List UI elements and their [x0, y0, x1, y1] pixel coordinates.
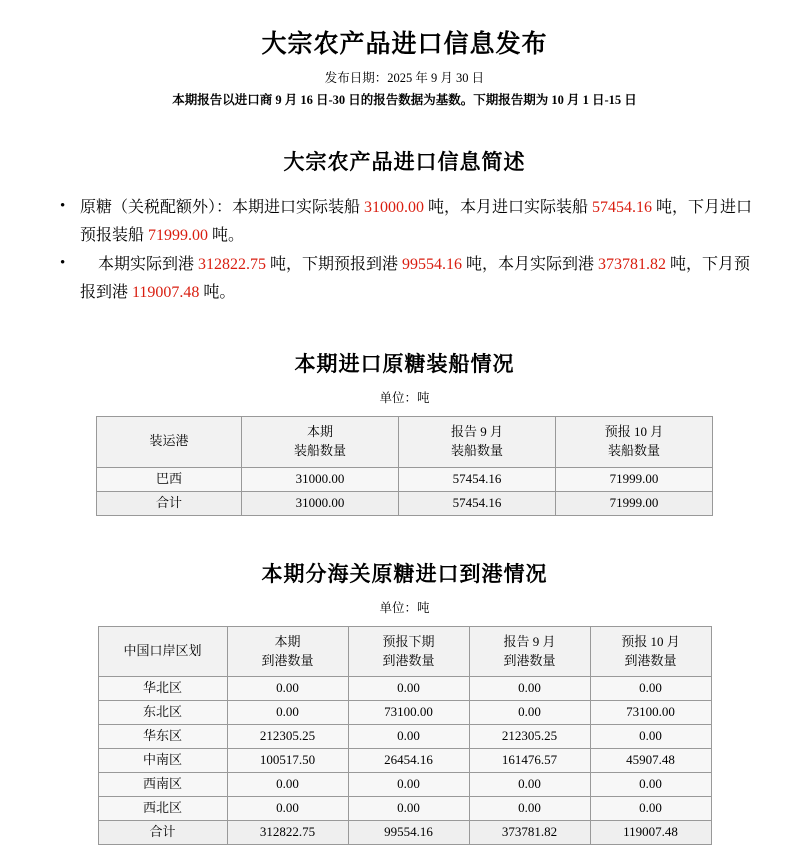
column-header-next-period-forecast: 预报下期 到港数量: [348, 626, 469, 677]
summary-item-1-mid-2: 吨，本月实际到港: [462, 256, 599, 274]
row-label: 西北区: [98, 797, 227, 821]
table-row-total: [97, 491, 713, 515]
shipment-unit-note: 单位：吨: [379, 391, 430, 406]
cell-value: 0.00: [469, 677, 590, 701]
cell-value: 0.00: [469, 797, 590, 821]
list-item: [52, 194, 757, 249]
table-header-row: [98, 626, 711, 677]
cell-value: 31000.00: [242, 467, 399, 491]
table-header-row: [97, 417, 713, 468]
cell-value: 45907.48: [590, 749, 711, 773]
column-header-region: 中国口岸区划: [98, 626, 227, 677]
cell-value: 119007.48: [590, 821, 711, 845]
row-label: 合计: [98, 821, 227, 845]
arrival-section-title: 本期分海关原糖进口到港情况: [261, 561, 548, 586]
cell-value: 100517.50: [227, 749, 348, 773]
cell-value: 26454.16: [348, 749, 469, 773]
summary-item-1-value-2: 99554.16: [402, 256, 463, 274]
table-row: [98, 725, 711, 749]
shipment-section-title: 本期进口原糖装船情况: [294, 352, 515, 377]
table-row: [98, 749, 711, 773]
shipment-table-head: [97, 417, 713, 468]
column-header-october-forecast: 预报 10 月 到港数量: [590, 626, 711, 677]
table-row: [98, 773, 711, 797]
row-label: 华北区: [98, 677, 227, 701]
cell-value: 0.00: [590, 677, 711, 701]
cell-value: 0.00: [227, 677, 348, 701]
cell-value: 212305.25: [469, 725, 590, 749]
cell-value: 373781.82: [469, 821, 590, 845]
row-label: 华东区: [98, 725, 227, 749]
cell-value: 161476.57: [469, 749, 590, 773]
column-header-port: 装运港: [97, 417, 242, 468]
column-header-september: 报告 9 月 到港数量: [469, 626, 590, 677]
cell-value: 0.00: [348, 773, 469, 797]
cell-value: 99554.16: [348, 821, 469, 845]
table-row: [98, 701, 711, 725]
summary-item-0-mid-1: 吨，本月进口实际装船: [424, 199, 593, 216]
column-header-october-forecast: 预报 10 月 装船数量: [556, 417, 713, 468]
cell-value: 0.00: [227, 797, 348, 821]
arrival-table-body: [98, 677, 711, 845]
summary-list: [52, 194, 757, 306]
summary-item-1-prefix: 本期实际到港: [98, 256, 199, 274]
summary-item-1-suffix: 吨。: [199, 283, 236, 301]
arrival-table-head: [98, 626, 711, 677]
cell-value: 57454.16: [399, 467, 556, 491]
table-row: [98, 797, 711, 821]
row-label: 合计: [97, 491, 242, 515]
cell-value: 0.00: [348, 677, 469, 701]
summary-item-0-value-2: 57454.16: [592, 199, 653, 216]
cell-value: 0.00: [590, 797, 711, 821]
cell-value: 0.00: [590, 725, 711, 749]
summary-item-0-value-1: 31000.00: [364, 199, 425, 216]
row-label: 中南区: [98, 749, 227, 773]
publish-date: 发布日期：2025 年 9 月 30 日: [324, 71, 485, 85]
cell-value: 212305.25: [227, 725, 348, 749]
cell-value: 0.00: [590, 773, 711, 797]
cell-value: 0.00: [227, 773, 348, 797]
list-item: [52, 251, 757, 306]
cell-value: 73100.00: [590, 701, 711, 725]
summary-item-1-mid-1: 吨，下期预报到港: [266, 256, 403, 274]
page-title: 大宗农产品进口信息发布: [261, 31, 548, 58]
summary-section-title: 大宗农产品进口信息简述: [283, 150, 526, 174]
summary-item-1-value-1: 312822.75: [198, 256, 267, 274]
table-row: [98, 677, 711, 701]
cell-value: 0.00: [469, 773, 590, 797]
summary-item-1-value-3: 373781.82: [598, 256, 667, 274]
summary-item-0-prefix: 原糖（关税配额外）：本期进口实际装船: [80, 199, 365, 216]
row-label: 西南区: [98, 773, 227, 797]
cell-value: 0.00: [348, 797, 469, 821]
arrival-unit-note: 单位：吨: [379, 600, 430, 615]
cell-value: 0.00: [348, 725, 469, 749]
row-label: 巴西: [97, 467, 242, 491]
row-label: 东北区: [98, 701, 227, 725]
summary-item-0-suffix: 吨。: [208, 226, 245, 244]
column-header-current-period: 本期 装船数量: [242, 417, 399, 468]
cell-value: 312822.75: [227, 821, 348, 845]
cell-value: 57454.16: [399, 491, 556, 515]
table-row-total: [98, 821, 711, 845]
arrival-table: [98, 626, 712, 846]
cell-value: 0.00: [227, 701, 348, 725]
summary-item-0-mid-2: 吨，下月进口预报装船: [80, 199, 753, 244]
report-period-note: 本期报告以进口商 9 月 16 日-30 日的报告数据为基数。下期报告期为 10 月 1 日-15 日: [172, 93, 637, 107]
cell-value: 71999.00: [556, 467, 713, 491]
cell-value: 71999.00: [556, 491, 713, 515]
summary-item-0-value-3: 71999.00: [148, 226, 209, 244]
cell-value: 0.00: [469, 701, 590, 725]
column-header-current-period: 本期 到港数量: [227, 626, 348, 677]
shipment-table: [96, 416, 713, 516]
cell-value: 31000.00: [242, 491, 399, 515]
column-header-september: 报告 9 月 装船数量: [399, 417, 556, 468]
summary-item-1-mid-3: 吨，下月预报到港: [80, 256, 751, 301]
cell-value: 73100.00: [348, 701, 469, 725]
summary-item-1-value-4: 119007.48: [132, 283, 200, 301]
table-row: [97, 467, 713, 491]
shipment-table-body: [97, 467, 713, 515]
